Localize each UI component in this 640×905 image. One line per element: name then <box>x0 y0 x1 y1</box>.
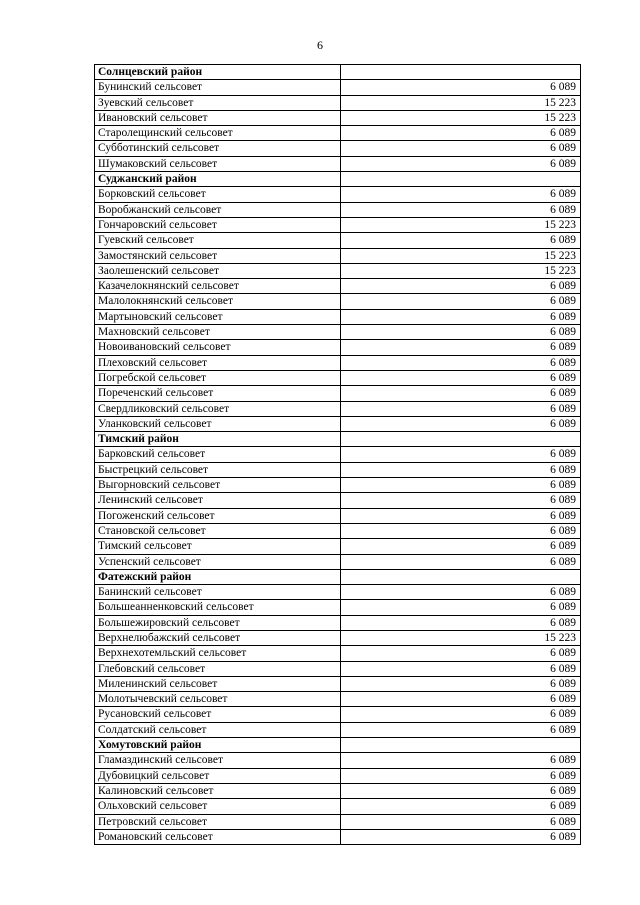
amount-cell: 6 089 <box>341 753 581 768</box>
amount-cell: 6 089 <box>341 615 581 630</box>
amount-cell: 6 089 <box>341 814 581 829</box>
settlement-name: Воробжанский сельсовет <box>95 202 341 217</box>
settlement-name: Новоивановский сельсовет <box>95 340 341 355</box>
table-row <box>95 187 581 202</box>
table-row <box>95 447 581 462</box>
settlement-name: Ленинский сельсовет <box>95 493 341 508</box>
settlement-name: Махновский сельсовет <box>95 325 341 340</box>
settlement-name: Плеховский сельсовет <box>95 355 341 370</box>
amount-cell: 6 089 <box>341 508 581 523</box>
amount-cell: 6 089 <box>341 539 581 554</box>
table-row <box>95 783 581 798</box>
table-row <box>95 799 581 814</box>
district-name: Тимский район <box>95 432 341 447</box>
table-row <box>95 217 581 232</box>
amount-cell: 6 089 <box>341 661 581 676</box>
table-row <box>95 707 581 722</box>
settlement-name: Быстрецкий сельсовет <box>95 462 341 477</box>
settlement-name: Выгорновский сельсовет <box>95 478 341 493</box>
amount-cell: 6 089 <box>341 447 581 462</box>
settlement-name: Успенский сельсовет <box>95 554 341 569</box>
amount-cell <box>341 738 581 753</box>
amount-cell: 6 089 <box>341 676 581 691</box>
table-row <box>95 814 581 829</box>
settlement-name: Гламаздинский сельсовет <box>95 753 341 768</box>
amount-cell: 6 089 <box>341 80 581 95</box>
amount-cell: 6 089 <box>341 493 581 508</box>
table-row <box>95 478 581 493</box>
settlement-name: Погребской сельсовет <box>95 370 341 385</box>
table-row <box>95 370 581 385</box>
page-number: 6 <box>317 38 323 52</box>
amount-cell: 6 089 <box>341 370 581 385</box>
amount-cell: 6 089 <box>341 692 581 707</box>
table-row <box>95 508 581 523</box>
settlement-name: Зуевский сельсовет <box>95 95 341 110</box>
amount-cell: 6 089 <box>341 722 581 737</box>
settlement-name: Замостянский сельсовет <box>95 248 341 263</box>
amount-cell <box>341 65 581 80</box>
amount-cell <box>341 432 581 447</box>
settlement-name: Малолокнянский сельсовет <box>95 294 341 309</box>
settlement-name: Верхнехотемльский сельсовет <box>95 646 341 661</box>
table-row <box>95 110 581 125</box>
table-row <box>95 600 581 615</box>
table-row <box>95 156 581 171</box>
settlement-name: Верхнелюбажский сельсовет <box>95 630 341 645</box>
settlement-name: Барковский сельсовет <box>95 447 341 462</box>
amount-cell: 6 089 <box>341 386 581 401</box>
allocation-table-container <box>94 64 580 845</box>
table-row <box>95 202 581 217</box>
table-row <box>95 233 581 248</box>
district-name: Хомутовский район <box>95 738 341 753</box>
table-row <box>95 340 581 355</box>
amount-cell: 6 089 <box>341 340 581 355</box>
settlement-name: Миленинский сельсовет <box>95 676 341 691</box>
amount-cell: 6 089 <box>341 416 581 431</box>
settlement-name: Петровский сельсовет <box>95 814 341 829</box>
amount-cell: 6 089 <box>341 279 581 294</box>
amount-cell: 6 089 <box>341 478 581 493</box>
settlement-name: Романовский сельсовет <box>95 829 341 844</box>
settlement-name: Большежировский сельсовет <box>95 615 341 630</box>
settlement-name: Гуевский сельсовет <box>95 233 341 248</box>
settlement-name: Большеанненковский сельсовет <box>95 600 341 615</box>
settlement-name: Уланковский сельсовет <box>95 416 341 431</box>
table-row <box>95 126 581 141</box>
table-row <box>95 768 581 783</box>
district-header-row <box>95 569 581 584</box>
table-row <box>95 829 581 844</box>
table-row <box>95 401 581 416</box>
settlement-name: Русановский сельсовет <box>95 707 341 722</box>
settlement-name: Старолещинский сельсовет <box>95 126 341 141</box>
amount-cell: 6 089 <box>341 325 581 340</box>
amount-cell: 6 089 <box>341 187 581 202</box>
table-row <box>95 630 581 645</box>
amount-cell: 6 089 <box>341 799 581 814</box>
settlement-name: Становской сельсовет <box>95 523 341 538</box>
table-row <box>95 615 581 630</box>
table-row <box>95 263 581 278</box>
settlement-name: Субботинский сельсовет <box>95 141 341 156</box>
district-header-row <box>95 172 581 187</box>
table-row <box>95 539 581 554</box>
settlement-name: Тимский сельсовет <box>95 539 341 554</box>
settlement-name: Ивановский сельсовет <box>95 110 341 125</box>
table-row <box>95 355 581 370</box>
amount-cell: 6 089 <box>341 401 581 416</box>
amount-cell: 6 089 <box>341 768 581 783</box>
table-row <box>95 646 581 661</box>
table-row <box>95 294 581 309</box>
allocation-table-body <box>95 65 581 845</box>
amount-cell: 6 089 <box>341 233 581 248</box>
table-row <box>95 554 581 569</box>
settlement-name: Погоженский сельсовет <box>95 508 341 523</box>
amount-cell: 6 089 <box>341 646 581 661</box>
settlement-name: Дубовицкий сельсовет <box>95 768 341 783</box>
district-name: Солнцевский район <box>95 65 341 80</box>
district-header-row <box>95 432 581 447</box>
table-row <box>95 325 581 340</box>
table-row <box>95 95 581 110</box>
table-row <box>95 309 581 324</box>
amount-cell: 15 223 <box>341 263 581 278</box>
amount-cell: 6 089 <box>341 202 581 217</box>
settlement-name: Молотычевский сельсовет <box>95 692 341 707</box>
amount-cell: 6 089 <box>341 309 581 324</box>
settlement-name: Банинский сельсовет <box>95 585 341 600</box>
table-row <box>95 386 581 401</box>
amount-cell: 6 089 <box>341 783 581 798</box>
table-row <box>95 462 581 477</box>
amount-cell: 6 089 <box>341 294 581 309</box>
settlement-name: Борковский сельсовет <box>95 187 341 202</box>
settlement-name: Заолешенский сельсовет <box>95 263 341 278</box>
table-row <box>95 523 581 538</box>
amount-cell: 6 089 <box>341 126 581 141</box>
table-row <box>95 141 581 156</box>
settlement-name: Ольховский сельсовет <box>95 799 341 814</box>
table-row <box>95 722 581 737</box>
settlement-name: Шумаковский сельсовет <box>95 156 341 171</box>
settlement-name: Казачелокнянский сельсовет <box>95 279 341 294</box>
table-row <box>95 248 581 263</box>
district-name: Суджанский район <box>95 172 341 187</box>
table-row <box>95 416 581 431</box>
table-row <box>95 493 581 508</box>
table-row <box>95 753 581 768</box>
amount-cell: 6 089 <box>341 141 581 156</box>
amount-cell: 6 089 <box>341 156 581 171</box>
settlement-name: Гончаровский сельсовет <box>95 217 341 232</box>
amount-cell: 15 223 <box>341 217 581 232</box>
table-row <box>95 585 581 600</box>
amount-cell: 15 223 <box>341 248 581 263</box>
settlement-name: Мартыновский сельсовет <box>95 309 341 324</box>
amount-cell: 6 089 <box>341 707 581 722</box>
table-row <box>95 692 581 707</box>
settlement-name: Глебовский сельсовет <box>95 661 341 676</box>
table-row <box>95 676 581 691</box>
district-header-row <box>95 738 581 753</box>
settlement-name: Бунинский сельсовет <box>95 80 341 95</box>
settlement-name: Пореченский сельсовет <box>95 386 341 401</box>
amount-cell: 6 089 <box>341 554 581 569</box>
amount-cell: 6 089 <box>341 355 581 370</box>
amount-cell: 15 223 <box>341 110 581 125</box>
amount-cell <box>341 172 581 187</box>
allocation-table <box>94 64 581 845</box>
table-row <box>95 661 581 676</box>
amount-cell <box>341 569 581 584</box>
settlement-name: Свердликовский сельсовет <box>95 401 341 416</box>
amount-cell: 6 089 <box>341 462 581 477</box>
amount-cell: 6 089 <box>341 600 581 615</box>
table-row <box>95 279 581 294</box>
district-name: Фатежский район <box>95 569 341 584</box>
amount-cell: 15 223 <box>341 630 581 645</box>
amount-cell: 6 089 <box>341 829 581 844</box>
amount-cell: 6 089 <box>341 523 581 538</box>
table-row <box>95 80 581 95</box>
amount-cell: 15 223 <box>341 95 581 110</box>
settlement-name: Солдатский сельсовет <box>95 722 341 737</box>
district-header-row <box>95 65 581 80</box>
settlement-name: Калиновский сельсовет <box>95 783 341 798</box>
amount-cell: 6 089 <box>341 585 581 600</box>
